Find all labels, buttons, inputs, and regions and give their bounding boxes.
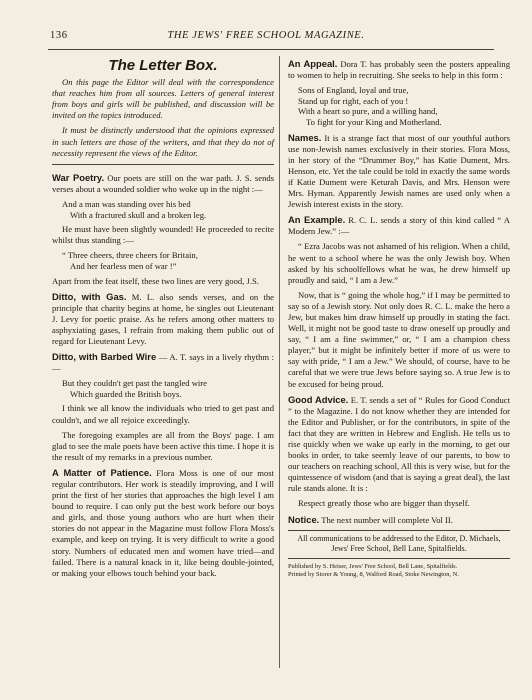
wire-title: Ditto, with Barbed Wire bbox=[52, 351, 157, 363]
example-text: R. C. L. sends a story of this kind called “ A Modern Jew.” :— bbox=[288, 215, 510, 237]
verse-line: With a fractured skull and a broken leg. bbox=[70, 209, 207, 220]
verse-line: And a man was standing over his bed bbox=[62, 198, 191, 209]
verse-line: And her fearless men of war !” bbox=[70, 260, 177, 271]
names-text: It is a strange fact that most of our youthful authors use non-Jewish names exclusively in their stories. Flora Moss, in her story of the “Drummer Boy,” has Katie Dument, Mrs. Henson, etc. Yet the tale could be told in exactly the same words if Katie Dument were Keturah Davis, and Mrs. Henson were Mrs. Hyman. Apparently Jewish names are used only when a Jewish interest exists in the story. bbox=[288, 132, 510, 210]
wire-verse bbox=[62, 378, 274, 399]
appeal-section bbox=[288, 58, 510, 81]
appeal-verse bbox=[298, 85, 510, 127]
war-poetry-section bbox=[52, 172, 274, 195]
verse-line: Which guarded the British boys. bbox=[70, 388, 182, 399]
names-title: Names. bbox=[288, 131, 322, 143]
example-text-2: Now, that is “ going the whole hog,” if I may be permitted to say so of a Jewish story. Not only does R. C. L. make the hero a Jew, but makes him draw himself up proudly in stating the fact. Well, it might not be good taste to draw oneself up proudly and say, “ I am a fine swimmer,” or, “ I am a champion chess player,” but it might be infinitely better if more of us were to say with pride, “ I am a Jew.” We should, of course, have to be careful that we were true Jews before saying so. A true Jew is to be excused for being proud. bbox=[288, 289, 510, 389]
verse-line: With a heart so pure, and a willing hand, bbox=[298, 106, 438, 117]
advice-quote: Respect greatly those who are bigger than thyself. bbox=[298, 498, 470, 509]
page-header bbox=[40, 30, 492, 48]
war-poetry-title: War Poetry. bbox=[52, 171, 105, 183]
magazine-title: THE JEWS' FREE SCHOOL MAGAZINE. bbox=[167, 30, 365, 41]
wire-text: — A. T. says in a lively rhythm :— bbox=[52, 352, 274, 374]
verse-line: Stand up for right, each of you ! bbox=[298, 95, 409, 106]
notice-text: The next number will complete Vol II. bbox=[321, 514, 453, 525]
wire-text-3: The foregoing examples are all from the Boys' page. I am glad to see the male poets have been active this time. I hope it is the result of my remarks in a previous number. bbox=[52, 429, 274, 462]
left-column bbox=[52, 58, 274, 583]
war-poetry-text: Our poets are still on the war path. J. S. sends verses about a wounded soldier who woke up in the night :— bbox=[52, 172, 275, 194]
advice-section bbox=[288, 394, 510, 495]
publisher-line: Published by S. Heiser, Jews' Free School, Bell Lane, Spitalfields. bbox=[288, 562, 458, 570]
footer-rule-2 bbox=[288, 558, 510, 559]
patience-title: A Matter of Patience. bbox=[52, 466, 152, 478]
verse-line: Sons of England, loyal and true, bbox=[298, 85, 409, 96]
example-title: An Example. bbox=[288, 214, 346, 226]
intro-paragraph: On this page the Editor will deal with the correspondence that reaches him from all sources. Letters of general interest from boys and girls will be published, and discussion will be invited on the topics introduced. bbox=[52, 77, 274, 121]
letter-box-heading: The Letter Box. bbox=[108, 57, 218, 74]
notice-section bbox=[288, 514, 510, 526]
wire-section bbox=[52, 351, 274, 374]
disclaimer-paragraph: It must be distinctly understood that the opinions expressed in such letters are those of the writers, and that they do not of necessity represent the views of the Editor. bbox=[52, 125, 274, 158]
appeal-title: An Appeal. bbox=[288, 58, 338, 69]
communications-note: All communications to be addressed to the Editor, D. Michaels, Jews' Free School, Bell Lane, Spitalfields. bbox=[297, 533, 501, 553]
gas-text: M. L. also sends verses, and on the principle that charity begins at home, he singles out Lieutenant J. Levy for poetic praise. As he refers among other matters to asphyxiating gases, I refrain from making them public out of regard for Lieutenant Levy. bbox=[52, 291, 274, 346]
header-rule bbox=[48, 49, 494, 50]
right-column bbox=[288, 58, 510, 579]
patience-section bbox=[52, 467, 274, 579]
verse-line: But they couldn't get past the tangled wire bbox=[62, 378, 207, 389]
war-poetry-text-3: Apart from the feat itself, these two lines are very good, J.S. bbox=[52, 275, 259, 286]
example-section bbox=[288, 214, 510, 237]
gas-section bbox=[52, 291, 274, 347]
names-section bbox=[288, 132, 510, 211]
verse-line: To fight for your King and Motherland. bbox=[306, 116, 442, 127]
footer-rule bbox=[288, 530, 510, 531]
appeal-text: Dora T. has probably seen the posters appealing to women to help in recruiting. She seeks to help in this form : bbox=[288, 59, 510, 81]
verse-line: “ Three cheers, three cheers for Britain, bbox=[62, 250, 198, 261]
example-quote: “ Ezra Jacobs was not ashamed of his religion. When a child, he went to a school where he was the only Jewish boy. When asked by his schoolfellows what he was, he drew himself up proudly and said, “ I am a Jew.” bbox=[288, 241, 510, 285]
advice-text: E. T. sends a set of “ Rules for Good Conduct ” to the Magazine. I do not know whether they are intended for the Editor and Publisher, or for the contributors, in spite of the fact that they are written in Hebrew and English. He tells us to rise quickly when we wake up early in the morning, to get our books in order, to take seemly leave of our parents, to bow to our teachers on reaching school, All this is very wise, but for the quintessence of wisdom (and that is saying a great deal), the last rule stands alone. It is : bbox=[288, 394, 511, 494]
patience-text: Flora Moss is one of our most regular contributors. Her work is steadily improving, and I will print the first of her stories that approaches the high level I am bound to require. I can only put the best work before our boys and girls, and those young authors who are hurt when their stories do not appear in the Magazine must follow Flora Moss's example, and keep on trying. It is very difficult to write a good story. Numbers of educated men and women have tried—and failed. There is a natural knack in it, like being double-jointed, or making your elbows touch behind your back. bbox=[52, 467, 275, 578]
wire-text-2: I think we all know the individuals who tried to get past and couldn't, and we all rejoice exceedingly. bbox=[52, 403, 274, 425]
war-verse-2 bbox=[62, 250, 274, 271]
war-verse-1 bbox=[62, 199, 274, 220]
advice-title: Good Advice. bbox=[288, 393, 349, 405]
printer-line: Printed by Storer & Young, 8, Walford Road, Stoke Newington, N. bbox=[288, 570, 459, 578]
gas-title: Ditto, with Gas. bbox=[52, 290, 127, 302]
section-rule bbox=[52, 164, 274, 165]
page-number: 136 bbox=[50, 30, 68, 41]
war-poetry-text-2: He must have been slightly wounded! He proceeded to recite whilst thus standing :— bbox=[52, 224, 274, 246]
column-divider bbox=[279, 56, 280, 668]
notice-title: Notice. bbox=[288, 513, 320, 525]
